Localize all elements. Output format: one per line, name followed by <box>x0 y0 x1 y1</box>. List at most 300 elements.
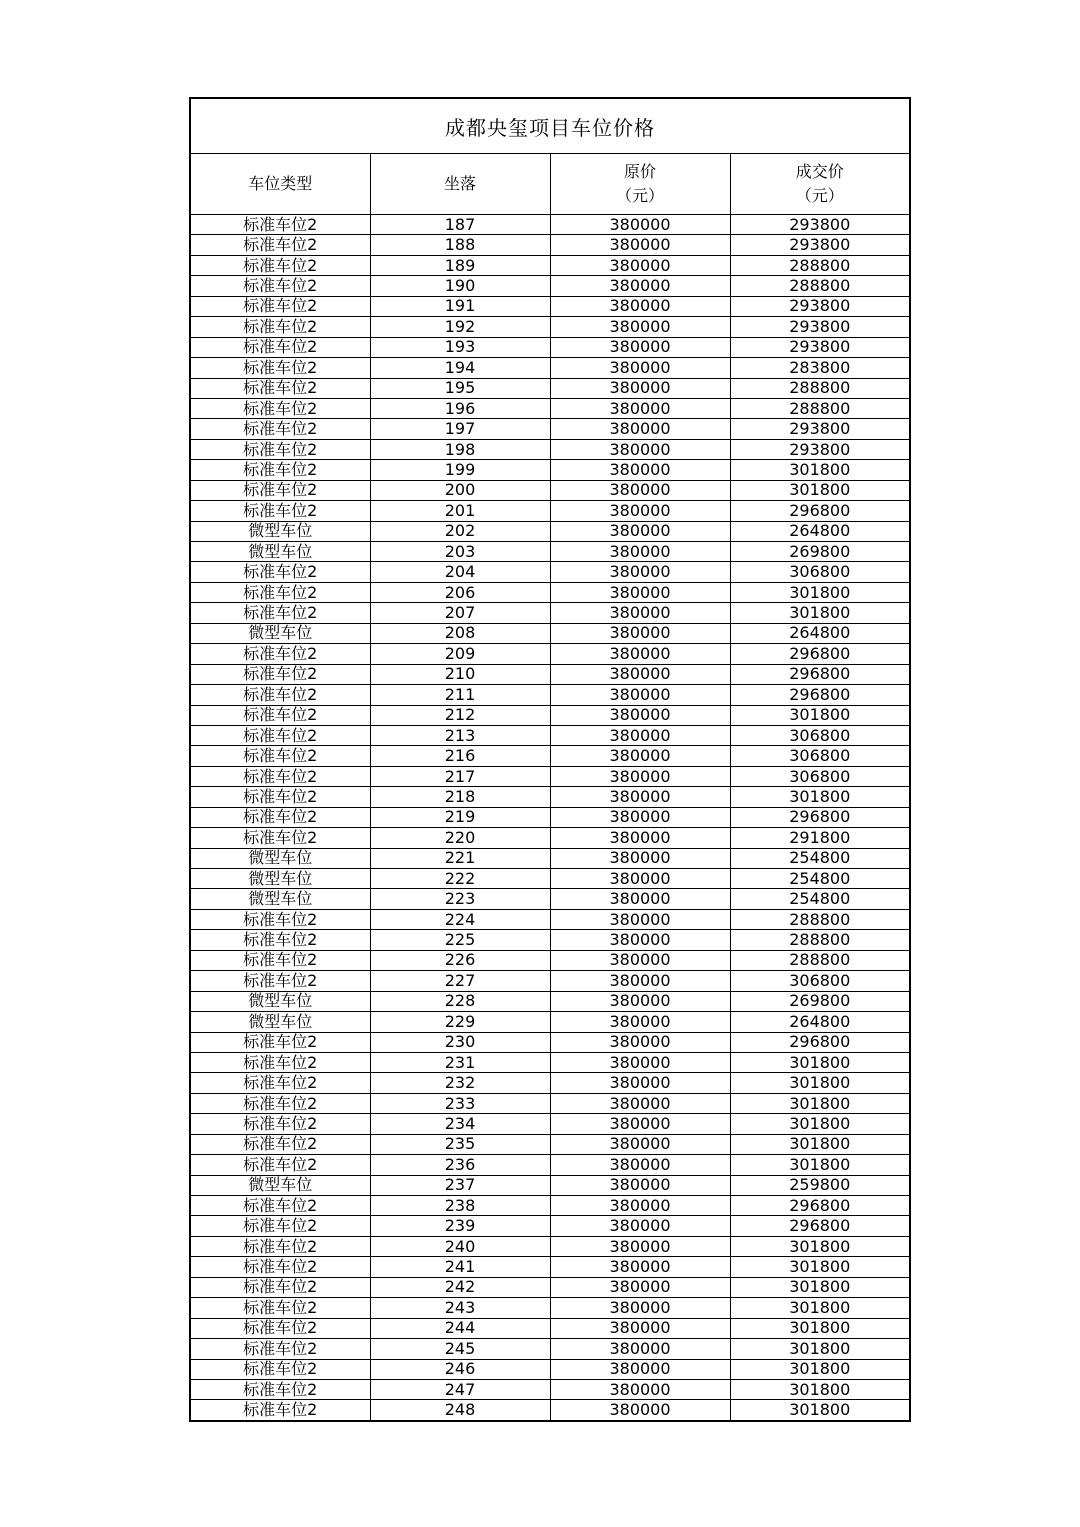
cell-deal-price: 306800 <box>730 971 910 991</box>
cell-deal-price: 306800 <box>730 766 910 786</box>
cell-type: 标准车位2 <box>190 787 370 807</box>
cell-deal-price: 269800 <box>730 542 910 562</box>
cell-original-price: 380000 <box>550 685 730 705</box>
table-row <box>190 1093 910 1113</box>
table-row <box>190 705 910 725</box>
cell-deal-price: 293800 <box>730 317 910 337</box>
cell-original-price: 380000 <box>550 828 730 848</box>
cell-location: 242 <box>370 1277 550 1297</box>
cell-type: 标准车位2 <box>190 439 370 459</box>
cell-original-price: 380000 <box>550 1216 730 1236</box>
cell-location: 245 <box>370 1339 550 1359</box>
cell-type: 标准车位2 <box>190 930 370 950</box>
cell-type: 标准车位2 <box>190 766 370 786</box>
cell-deal-price: 301800 <box>730 1400 910 1421</box>
cell-original-price: 380000 <box>550 1012 730 1032</box>
cell-type: 标准车位2 <box>190 705 370 725</box>
cell-original-price: 380000 <box>550 603 730 623</box>
cell-deal-price: 301800 <box>730 705 910 725</box>
cell-location: 190 <box>370 276 550 296</box>
cell-type: 微型车位 <box>190 623 370 643</box>
table-row <box>190 1032 910 1052</box>
cell-deal-price: 264800 <box>730 521 910 541</box>
cell-location: 221 <box>370 848 550 868</box>
cell-deal-price: 254800 <box>730 848 910 868</box>
table-row <box>190 215 910 235</box>
cell-type: 标准车位2 <box>190 1257 370 1277</box>
cell-type: 标准车位2 <box>190 950 370 970</box>
cell-original-price: 380000 <box>550 930 730 950</box>
cell-original-price: 380000 <box>550 1277 730 1297</box>
cell-location: 194 <box>370 358 550 378</box>
cell-location: 195 <box>370 378 550 398</box>
cell-deal-price: 301800 <box>730 1359 910 1379</box>
table-row <box>190 644 910 664</box>
cell-original-price: 380000 <box>550 1318 730 1338</box>
table-row <box>190 1052 910 1072</box>
cell-location: 209 <box>370 644 550 664</box>
cell-original-price: 380000 <box>550 562 730 582</box>
cell-location: 238 <box>370 1196 550 1216</box>
cell-location: 243 <box>370 1298 550 1318</box>
cell-original-price: 380000 <box>550 1298 730 1318</box>
cell-type: 标准车位2 <box>190 1032 370 1052</box>
table-row <box>190 828 910 848</box>
cell-type: 标准车位2 <box>190 255 370 275</box>
cell-type: 微型车位 <box>190 991 370 1011</box>
table-row <box>190 1339 910 1359</box>
cell-original-price: 380000 <box>550 1400 730 1421</box>
header-deal-price-unit: （元） <box>795 186 844 205</box>
cell-original-price: 380000 <box>550 1257 730 1277</box>
cell-type: 标准车位2 <box>190 1114 370 1134</box>
cell-location: 197 <box>370 419 550 439</box>
cell-location: 201 <box>370 501 550 521</box>
cell-original-price: 380000 <box>550 317 730 337</box>
cell-original-price: 380000 <box>550 971 730 991</box>
cell-original-price: 380000 <box>550 746 730 766</box>
cell-type: 标准车位2 <box>190 685 370 705</box>
cell-deal-price: 301800 <box>730 582 910 602</box>
table-row <box>190 664 910 684</box>
cell-original-price: 380000 <box>550 1359 730 1379</box>
cell-type: 微型车位 <box>190 848 370 868</box>
cell-original-price: 380000 <box>550 766 730 786</box>
cell-deal-price: 296800 <box>730 807 910 827</box>
cell-deal-price: 296800 <box>730 664 910 684</box>
cell-deal-price: 293800 <box>730 337 910 357</box>
cell-deal-price: 301800 <box>730 1155 910 1175</box>
cell-location: 212 <box>370 705 550 725</box>
cell-original-price: 380000 <box>550 950 730 970</box>
cell-original-price: 380000 <box>550 542 730 562</box>
table-row <box>190 501 910 521</box>
table-row <box>190 337 910 357</box>
cell-original-price: 380000 <box>550 337 730 357</box>
cell-deal-price: 301800 <box>730 1236 910 1256</box>
cell-location: 224 <box>370 909 550 929</box>
table-row <box>190 317 910 337</box>
cell-original-price: 380000 <box>550 1093 730 1113</box>
cell-type: 标准车位2 <box>190 746 370 766</box>
table-row <box>190 971 910 991</box>
cell-location: 244 <box>370 1318 550 1338</box>
cell-original-price: 380000 <box>550 460 730 480</box>
cell-location: 237 <box>370 1175 550 1195</box>
cell-deal-price: 293800 <box>730 215 910 235</box>
cell-location: 220 <box>370 828 550 848</box>
cell-original-price: 380000 <box>550 398 730 418</box>
table-row <box>190 1379 910 1399</box>
table-row <box>190 1216 910 1236</box>
cell-location: 218 <box>370 787 550 807</box>
cell-type: 标准车位2 <box>190 603 370 623</box>
cell-type: 标准车位2 <box>190 1093 370 1113</box>
cell-location: 229 <box>370 1012 550 1032</box>
cell-original-price: 380000 <box>550 787 730 807</box>
table-row <box>190 480 910 500</box>
cell-deal-price: 301800 <box>730 1093 910 1113</box>
cell-location: 204 <box>370 562 550 582</box>
table-row <box>190 1012 910 1032</box>
cell-deal-price: 306800 <box>730 746 910 766</box>
cell-location: 219 <box>370 807 550 827</box>
cell-location: 191 <box>370 296 550 316</box>
cell-location: 213 <box>370 725 550 745</box>
cell-type: 标准车位2 <box>190 828 370 848</box>
table-row <box>190 1318 910 1338</box>
cell-deal-price: 296800 <box>730 1216 910 1236</box>
cell-type: 标准车位2 <box>190 1052 370 1072</box>
cell-location: 206 <box>370 582 550 602</box>
cell-original-price: 380000 <box>550 1379 730 1399</box>
header-original-price <box>550 154 730 215</box>
cell-type: 标准车位2 <box>190 1155 370 1175</box>
table-row <box>190 419 910 439</box>
cell-type: 标准车位2 <box>190 1277 370 1297</box>
header-type-label: 车位类型 <box>248 174 313 193</box>
cell-type: 标准车位2 <box>190 317 370 337</box>
cell-original-price: 380000 <box>550 215 730 235</box>
cell-location: 246 <box>370 1359 550 1379</box>
cell-location: 211 <box>370 685 550 705</box>
cell-deal-price: 296800 <box>730 501 910 521</box>
cell-location: 248 <box>370 1400 550 1421</box>
table-title: 成都央玺项目车位价格 <box>190 98 910 154</box>
cell-location: 198 <box>370 439 550 459</box>
table-row <box>190 869 910 889</box>
cell-deal-price: 301800 <box>730 1052 910 1072</box>
cell-type: 标准车位2 <box>190 1216 370 1236</box>
cell-deal-price: 301800 <box>730 1114 910 1134</box>
cell-deal-price: 306800 <box>730 725 910 745</box>
cell-location: 199 <box>370 460 550 480</box>
cell-deal-price: 259800 <box>730 1175 910 1195</box>
cell-deal-price: 296800 <box>730 685 910 705</box>
table-row <box>190 542 910 562</box>
cell-original-price: 380000 <box>550 358 730 378</box>
cell-deal-price: 288800 <box>730 255 910 275</box>
cell-type: 标准车位2 <box>190 1298 370 1318</box>
cell-location: 196 <box>370 398 550 418</box>
cell-original-price: 380000 <box>550 255 730 275</box>
cell-original-price: 380000 <box>550 378 730 398</box>
cell-original-price: 380000 <box>550 501 730 521</box>
table-row <box>190 582 910 602</box>
cell-type: 标准车位2 <box>190 419 370 439</box>
cell-deal-price: 269800 <box>730 991 910 1011</box>
cell-location: 241 <box>370 1257 550 1277</box>
table-row <box>190 1257 910 1277</box>
cell-original-price: 380000 <box>550 1175 730 1195</box>
cell-type: 标准车位2 <box>190 1318 370 1338</box>
cell-type: 标准车位2 <box>190 501 370 521</box>
table-row <box>190 358 910 378</box>
cell-original-price: 380000 <box>550 889 730 909</box>
table-row <box>190 1196 910 1216</box>
cell-type: 标准车位2 <box>190 807 370 827</box>
header-deal-price-label: 成交价 <box>795 162 844 181</box>
cell-type: 标准车位2 <box>190 1359 370 1379</box>
cell-location: 207 <box>370 603 550 623</box>
cell-location: 223 <box>370 889 550 909</box>
cell-original-price: 380000 <box>550 623 730 643</box>
table-row <box>190 848 910 868</box>
table-row <box>190 1298 910 1318</box>
cell-type: 标准车位2 <box>190 398 370 418</box>
cell-location: 240 <box>370 1236 550 1256</box>
cell-type: 微型车位 <box>190 521 370 541</box>
cell-deal-price: 293800 <box>730 235 910 255</box>
cell-original-price: 380000 <box>550 909 730 929</box>
cell-original-price: 380000 <box>550 1134 730 1154</box>
cell-original-price: 380000 <box>550 848 730 868</box>
cell-type: 标准车位2 <box>190 215 370 235</box>
cell-type: 微型车位 <box>190 1012 370 1032</box>
table-row <box>190 787 910 807</box>
cell-original-price: 380000 <box>550 664 730 684</box>
cell-deal-price: 301800 <box>730 480 910 500</box>
cell-deal-price: 301800 <box>730 1298 910 1318</box>
table-row <box>190 1277 910 1297</box>
table-row <box>190 889 910 909</box>
table-row <box>190 991 910 1011</box>
cell-type: 标准车位2 <box>190 276 370 296</box>
table-row <box>190 807 910 827</box>
table-row <box>190 439 910 459</box>
table-row <box>190 623 910 643</box>
cell-original-price: 380000 <box>550 1114 730 1134</box>
cell-deal-price: 301800 <box>730 1257 910 1277</box>
cell-type: 标准车位2 <box>190 358 370 378</box>
cell-location: 217 <box>370 766 550 786</box>
table-row <box>190 460 910 480</box>
cell-deal-price: 301800 <box>730 1134 910 1154</box>
cell-location: 193 <box>370 337 550 357</box>
table-row <box>190 1236 910 1256</box>
cell-deal-price: 288800 <box>730 950 910 970</box>
cell-original-price: 380000 <box>550 725 730 745</box>
cell-location: 233 <box>370 1093 550 1113</box>
cell-type: 标准车位2 <box>190 1073 370 1093</box>
cell-deal-price: 288800 <box>730 930 910 950</box>
table-row <box>190 398 910 418</box>
table-row <box>190 378 910 398</box>
cell-deal-price: 296800 <box>730 644 910 664</box>
cell-location: 239 <box>370 1216 550 1236</box>
cell-deal-price: 293800 <box>730 439 910 459</box>
cell-type: 微型车位 <box>190 542 370 562</box>
cell-location: 232 <box>370 1073 550 1093</box>
cell-original-price: 380000 <box>550 296 730 316</box>
cell-location: 216 <box>370 746 550 766</box>
cell-location: 192 <box>370 317 550 337</box>
cell-type: 标准车位2 <box>190 1379 370 1399</box>
cell-original-price: 380000 <box>550 1236 730 1256</box>
cell-deal-price: 301800 <box>730 1073 910 1093</box>
table-row <box>190 296 910 316</box>
cell-deal-price: 288800 <box>730 398 910 418</box>
cell-deal-price: 301800 <box>730 1277 910 1297</box>
cell-deal-price: 288800 <box>730 276 910 296</box>
cell-original-price: 380000 <box>550 439 730 459</box>
cell-original-price: 380000 <box>550 807 730 827</box>
cell-deal-price: 254800 <box>730 889 910 909</box>
header-deal-price <box>730 154 910 215</box>
cell-location: 187 <box>370 215 550 235</box>
table-row <box>190 603 910 623</box>
table-row <box>190 1073 910 1093</box>
table-row <box>190 1175 910 1195</box>
cell-deal-price: 301800 <box>730 1318 910 1338</box>
cell-original-price: 380000 <box>550 1155 730 1175</box>
cell-deal-price: 306800 <box>730 562 910 582</box>
cell-original-price: 380000 <box>550 705 730 725</box>
cell-deal-price: 254800 <box>730 869 910 889</box>
table-row <box>190 276 910 296</box>
cell-original-price: 380000 <box>550 419 730 439</box>
cell-type: 标准车位2 <box>190 971 370 991</box>
cell-deal-price: 301800 <box>730 1339 910 1359</box>
cell-location: 189 <box>370 255 550 275</box>
cell-location: 231 <box>370 1052 550 1072</box>
cell-location: 236 <box>370 1155 550 1175</box>
cell-type: 标准车位2 <box>190 337 370 357</box>
cell-deal-price: 301800 <box>730 603 910 623</box>
table-row <box>190 766 910 786</box>
cell-original-price: 380000 <box>550 1339 730 1359</box>
table-row <box>190 746 910 766</box>
table-row <box>190 1114 910 1134</box>
parking-price-table <box>189 97 911 1422</box>
table-row <box>190 255 910 275</box>
cell-type: 微型车位 <box>190 869 370 889</box>
cell-deal-price: 264800 <box>730 623 910 643</box>
cell-deal-price: 301800 <box>730 787 910 807</box>
table-row <box>190 521 910 541</box>
cell-location: 210 <box>370 664 550 684</box>
cell-location: 234 <box>370 1114 550 1134</box>
cell-deal-price: 293800 <box>730 296 910 316</box>
cell-location: 227 <box>370 971 550 991</box>
cell-deal-price: 301800 <box>730 1379 910 1399</box>
cell-original-price: 380000 <box>550 1073 730 1093</box>
cell-location: 200 <box>370 480 550 500</box>
table-row <box>190 909 910 929</box>
table-row <box>190 1359 910 1379</box>
cell-location: 225 <box>370 930 550 950</box>
cell-type: 标准车位2 <box>190 235 370 255</box>
cell-type: 标准车位2 <box>190 1400 370 1421</box>
cell-type: 标准车位2 <box>190 909 370 929</box>
table-row <box>190 950 910 970</box>
cell-location: 235 <box>370 1134 550 1154</box>
header-location <box>370 154 550 215</box>
cell-deal-price: 291800 <box>730 828 910 848</box>
header-original-price-label: 原价 <box>623 162 656 181</box>
cell-original-price: 380000 <box>550 480 730 500</box>
cell-location: 203 <box>370 542 550 562</box>
cell-deal-price: 288800 <box>730 909 910 929</box>
cell-type: 标准车位2 <box>190 1196 370 1216</box>
table-row <box>190 685 910 705</box>
header-location-label: 坐落 <box>443 174 476 193</box>
table-row <box>190 725 910 745</box>
cell-type: 标准车位2 <box>190 562 370 582</box>
cell-original-price: 380000 <box>550 276 730 296</box>
cell-type: 标准车位2 <box>190 664 370 684</box>
cell-location: 226 <box>370 950 550 970</box>
cell-original-price: 380000 <box>550 869 730 889</box>
table-row <box>190 1400 910 1421</box>
cell-location: 230 <box>370 1032 550 1052</box>
cell-type: 标准车位2 <box>190 1339 370 1359</box>
cell-type: 标准车位2 <box>190 644 370 664</box>
cell-type: 标准车位2 <box>190 1134 370 1154</box>
header-original-price-unit: （元） <box>615 186 664 205</box>
cell-location: 228 <box>370 991 550 1011</box>
cell-type: 标准车位2 <box>190 1236 370 1256</box>
header-row <box>190 154 910 215</box>
cell-original-price: 380000 <box>550 582 730 602</box>
cell-type: 微型车位 <box>190 889 370 909</box>
cell-deal-price: 293800 <box>730 419 910 439</box>
cell-type: 标准车位2 <box>190 725 370 745</box>
table-row <box>190 1134 910 1154</box>
cell-deal-price: 296800 <box>730 1196 910 1216</box>
table-row <box>190 235 910 255</box>
table-row <box>190 930 910 950</box>
cell-deal-price: 288800 <box>730 378 910 398</box>
table-row <box>190 562 910 582</box>
cell-type: 标准车位2 <box>190 378 370 398</box>
cell-original-price: 380000 <box>550 521 730 541</box>
header-type <box>190 154 370 215</box>
cell-location: 202 <box>370 521 550 541</box>
cell-original-price: 380000 <box>550 1052 730 1072</box>
cell-type: 标准车位2 <box>190 460 370 480</box>
cell-location: 222 <box>370 869 550 889</box>
cell-original-price: 380000 <box>550 991 730 1011</box>
cell-original-price: 380000 <box>550 1032 730 1052</box>
cell-original-price: 380000 <box>550 235 730 255</box>
cell-original-price: 380000 <box>550 1196 730 1216</box>
cell-deal-price: 264800 <box>730 1012 910 1032</box>
cell-original-price: 380000 <box>550 644 730 664</box>
cell-location: 188 <box>370 235 550 255</box>
cell-location: 247 <box>370 1379 550 1399</box>
table-row <box>190 1155 910 1175</box>
